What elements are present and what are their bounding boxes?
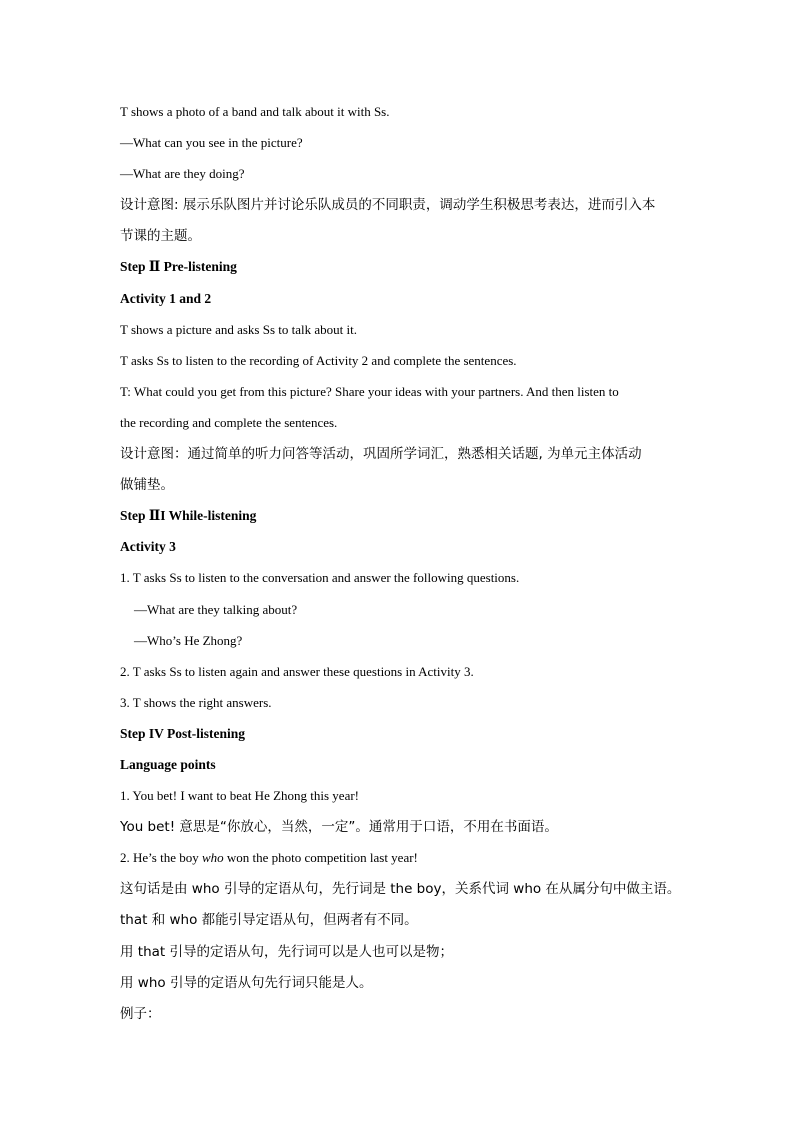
example-sentence — [120, 846, 680, 877]
design-intent-line: 节课的主题。 — [120, 228, 201, 245]
step-heading: Step Ⅱ Pre-listening — [120, 259, 237, 275]
text-segment: 2. He’s the boy — [120, 850, 202, 866]
text-line: T shows a picture and asks Ss to talk about it. — [120, 321, 357, 337]
text-line: T: What could you get from this picture? Share your ideas with your partners. And then listen to — [120, 383, 619, 399]
question-line: —Who’s He Zhong? — [134, 632, 243, 648]
text-line: 3. T shows the right answers. — [120, 694, 272, 710]
text-line: the recording and complete the sentences. — [120, 414, 338, 430]
step-heading: Step ⅡI While-listening — [120, 508, 257, 524]
text-line: 1. T asks Ss to listen to the conversation and answer the following questions. — [120, 570, 520, 586]
text-segment: won the photo competition last year! — [223, 850, 418, 866]
text-line: 1. You bet! I want to beat He Zhong this year! — [120, 788, 360, 804]
text-line: 用 that 引导的定语从句，先行词可以是人也可以是物； — [120, 943, 453, 960]
design-intent-line: 做铺垫。 — [120, 477, 174, 494]
activity-heading: Activity 3 — [120, 539, 176, 555]
emphasis-word: who — [201, 850, 224, 866]
text-line: —What are they doing? — [120, 166, 245, 182]
text-line: 用 who 引导的定语从句先行词只能是人。 — [120, 974, 373, 991]
text-line: 这句话是由 who 引导的定语从句，先行词是 the boy，关系代词 who 在从属分句中做主语。 — [120, 881, 681, 898]
activity-heading: Activity 1 and 2 — [120, 290, 212, 306]
text-line: that 和 who 都能引导定语从句，但两者有不同。 — [120, 912, 418, 929]
text-line: —What can you see in the picture? — [120, 135, 303, 151]
text-line: You bet! 意思是“你放心，当然，一定”。通常用于口语，不用在书面语。 — [120, 819, 558, 836]
text-line: 例子： — [120, 1005, 161, 1022]
design-intent-line: 设计意图：通过简单的听力问答等活动，巩固所学词汇，熟悉相关话题, 为单元主体活动 — [120, 446, 642, 463]
question-line: —What are they talking about? — [134, 601, 298, 617]
text-line: T asks Ss to listen to the recording of Activity 2 and complete the sentences. — [120, 352, 517, 368]
text-line: 2. T asks Ss to listen again and answer these questions in Activity 3. — [120, 663, 474, 679]
document-page — [120, 100, 680, 1033]
text-line: T shows a photo of a band and talk about it with Ss. — [120, 104, 390, 119]
step-heading: Step IV Post-listening — [120, 725, 246, 741]
design-intent-line: 设计意图: 展示乐队图片并讨论乐队成员的不同职责，调动学生积极思考表达，进而引入本 — [120, 197, 656, 214]
section-heading: Language points — [120, 756, 216, 772]
